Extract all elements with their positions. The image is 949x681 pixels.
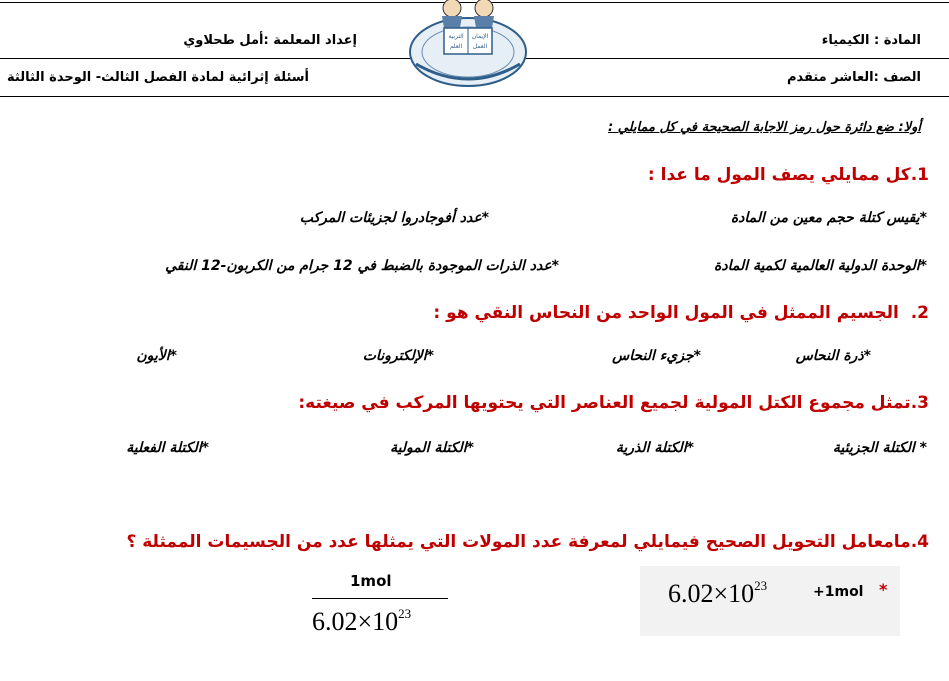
- question-2-text: الجسيم الممثل في المول الواحد من النحاس النقي هو :: [433, 303, 899, 323]
- q4-option-a-unit: [813, 584, 863, 600]
- q4-option-a-unit-text: 1mol: [824, 584, 864, 600]
- header-bottom-rule: [0, 96, 949, 97]
- question-4-text: مامعامل التحويل الصحيح فيمايلي لمعرفة عدد المولات التي يمثلها عدد من الجسيمات الممثلة ؟: [126, 532, 911, 552]
- prepared-by-label: إعداد المعلمة :أمل طحلاوي: [183, 33, 357, 48]
- q1-option-d: *عدد الذرات الموجودة بالضبط في 12 جرام من الكربون-12 النقي: [165, 258, 559, 274]
- q4-option-b-numerator: 1mol: [350, 572, 392, 590]
- q3-option-a: * الكتلة الجزيئية: [832, 440, 927, 456]
- question-1: [648, 165, 929, 185]
- logo-word-3: العلم: [449, 43, 463, 50]
- logo-word-1: التربية: [448, 33, 464, 40]
- q3-option-d: *الكتلة الفعلية: [126, 440, 209, 456]
- q4-option-b-fraction-bar: [312, 598, 448, 599]
- worksheet-title: أسئلة إثرائية لمادة الفصل الثالث- الوحدة الثالثة: [7, 70, 309, 85]
- q4-option-a-mantissa: 6.02×10: [668, 579, 755, 608]
- q1-option-c: *الوحدة الدولية العالمية لكمية المادة: [714, 258, 927, 274]
- question-4-number: 4.: [910, 532, 929, 552]
- q4-option-b-mantissa: 6.02×10: [312, 607, 399, 636]
- subject-label: المادة : الكيمياء: [821, 33, 921, 48]
- q1-option-b: *عدد أفوجادروا لجزيئات المركب: [299, 210, 489, 226]
- q1-option-a: *يقيس كتلة حجم معين من المادة: [730, 210, 927, 226]
- question-1-text: كل ممايلي يصف المول ما عدا :: [647, 165, 911, 185]
- q2-option-c: *الإلكترونات: [362, 348, 434, 364]
- q4-option-a-value: [668, 578, 767, 609]
- q2-option-d: *الأيون: [136, 348, 177, 364]
- grade-label: الصف :العاشر متقدم: [786, 70, 921, 85]
- q4-option-a-exponent: 23: [754, 578, 768, 593]
- question-2-number: 2.: [910, 303, 929, 323]
- q4-option-a-sign: +: [813, 584, 825, 600]
- question-3-number: 3.: [910, 393, 929, 413]
- logo-word-2: الإيمان: [471, 33, 489, 40]
- question-1-number: 1.: [910, 165, 929, 185]
- q2-option-a: *ذرة النحاس: [795, 348, 871, 364]
- section-title: أولا: ضع دائرة حول رمز الاجابة الصحيحة في كل ممايلي :: [608, 120, 921, 135]
- question-2: [433, 303, 929, 323]
- question-3: [298, 393, 929, 413]
- q3-option-b: *الكتلة الذرية: [615, 440, 694, 456]
- q3-option-c: *الكتلة المولية: [390, 440, 474, 456]
- q4-option-b-exponent: 23: [398, 606, 412, 621]
- question-3-text: تمثل مجموع الكتل المولية لجميع العناصر التي يحتويها المركب في صيغته:: [298, 393, 911, 413]
- q4-option-a-star: *: [879, 580, 888, 599]
- school-logo: [406, 0, 530, 96]
- q2-option-b: *جزيء النحاس: [612, 348, 701, 364]
- logo-word-4: العمل: [472, 43, 488, 50]
- q4-option-b-denominator: [312, 606, 411, 637]
- question-4: [126, 532, 929, 552]
